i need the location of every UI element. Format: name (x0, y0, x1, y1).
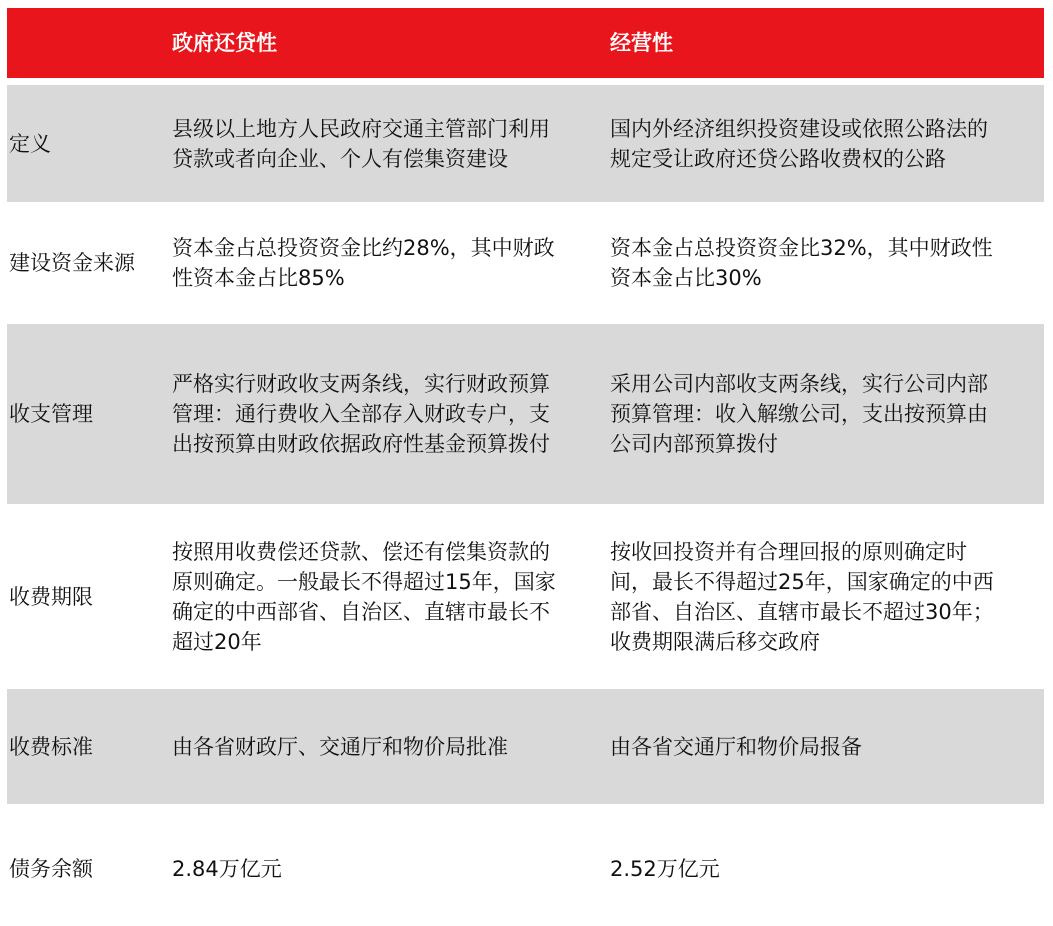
table-row-toll-standard (7, 689, 1044, 804)
gov-cell: 严格实行财政收支两条线，实行财政预算 管理：通行费收入全部存入财政专户，支 出按预算由财政依据政府性基金预算拨付 (172, 372, 550, 456)
gov-cell: 2.84万亿元 (172, 856, 282, 881)
table-row-revenue-management (7, 324, 1044, 504)
row-label: 定义 (9, 131, 51, 156)
table-row-toll-period (7, 507, 1044, 687)
table-row-funding-source (7, 209, 1044, 317)
header-gov-repayment: 政府还贷性 (172, 31, 277, 55)
gov-cell: 资本金占总投资资金比约28%，其中财政 性资本金占比85% (172, 236, 555, 290)
biz-cell: 2.52万亿元 (610, 856, 720, 881)
table-row-debt-balance (7, 811, 1044, 926)
row-label: 收费标准 (9, 734, 93, 759)
row-label: 建设资金来源 (9, 251, 135, 275)
table-header (7, 8, 1044, 78)
biz-cell: 按收回投资并有合理回报的原则确定时 间，最长不得超过25年，国家确定的中西 部省、自治区、直辖市最长不超过30年； 收费期限满后移交政府 (610, 540, 994, 654)
row-label: 债务余额 (9, 856, 93, 881)
gov-cell: 由各省财政厅、交通厅和物价局批准 (172, 734, 508, 759)
biz-cell: 国内外经济组织投资建设或依照公路法的 规定受让政府还贷公路收费权的公路 (610, 116, 988, 171)
biz-cell: 采用公司内部收支两条线，实行公司内部 预算管理：收入解缴公司，支出按预算由 公司内部预算拨付 (610, 372, 988, 456)
gov-cell: 按照用收费偿还贷款、偿还有偿集资款的 原则确定。一般最长不得超过15年，国家 确定的中西部省、自治区、直辖市最长不 超过20年 (172, 540, 556, 654)
biz-cell: 由各省交通厅和物价局报备 (610, 734, 862, 759)
gov-cell: 县级以上地方人民政府交通主管部门利用 贷款或者向企业、个人有偿集资建设 (172, 116, 550, 171)
table-row-definition (7, 85, 1044, 202)
biz-cell: 资本金占总投资资金比32%，其中财政性 资本金占比30% (610, 236, 993, 290)
row-label: 收费期限 (9, 585, 93, 609)
comparison-table (7, 8, 1044, 926)
header-operational: 经营性 (610, 31, 673, 55)
row-label: 收支管理 (9, 402, 93, 426)
